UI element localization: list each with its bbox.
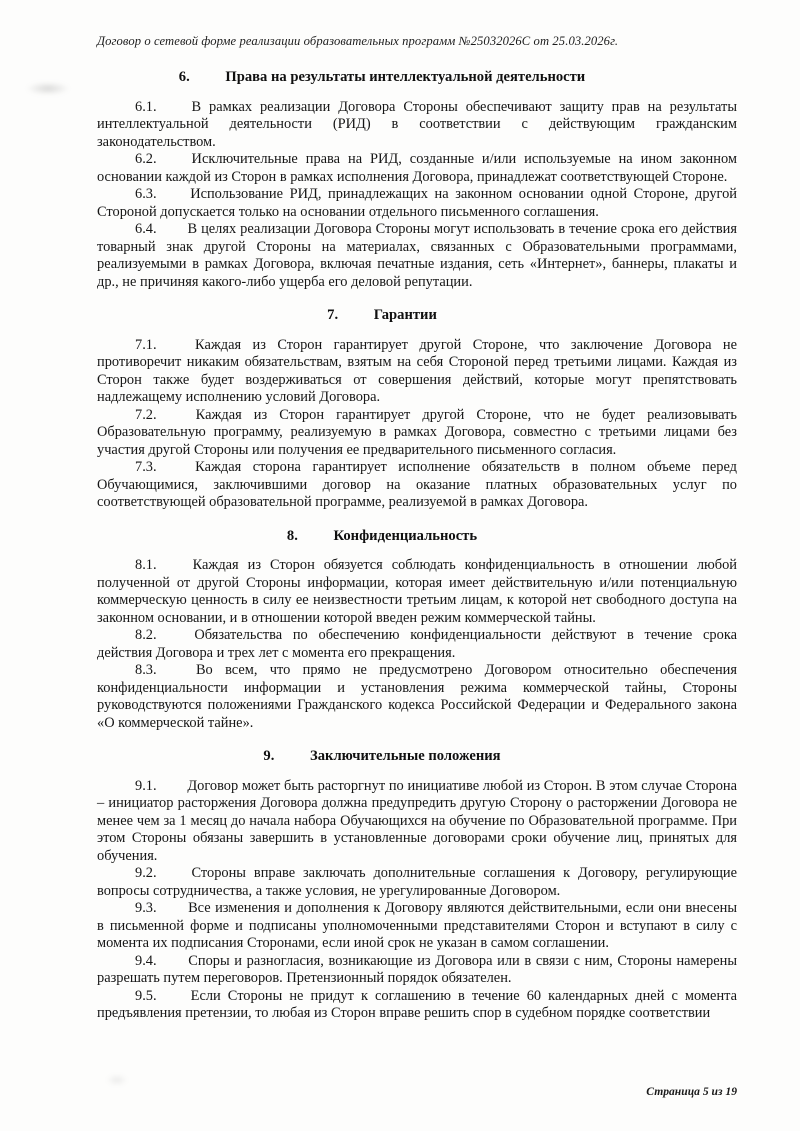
scan-smudge: [106, 1074, 128, 1086]
clause: [97, 221, 737, 291]
clause: [97, 459, 737, 512]
clause-number: 9.2.: [135, 865, 157, 881]
clause-number: 9.3.: [135, 900, 157, 916]
clause-text: Каждая из Сторон обязуется соблюдать конфиденциальность в отношении любой полученной от другой Стороны информации, которая имеет действительную и/или потенциальную коммерческую ценность в силу ее неизвестности третьим лицам, к которой нет свободного доступа на законном основании, и в отношении которой введен режим коммерческой тайны.: [97, 557, 737, 626]
clause: [97, 900, 737, 953]
clause-text: Стороны вправе заключать дополнительные соглашения к Договору, регулирующие вопросы сотрудничества, а также условия, не урегулированные Договором.: [97, 865, 737, 899]
clause-text: Во всем, что прямо не предусмотрено Договором относительно обеспечения конфиденциальности информации и установления режима коммерческой тайны, Стороны руководствуются положениями Гражданского кодекса Российской Федерации и Федерального закона «О коммерческой тайне».: [97, 662, 737, 731]
section-heading: [97, 307, 737, 325]
section-confidentiality: [97, 528, 737, 733]
clause: [97, 988, 737, 1023]
clause-text: Каждая из Сторон гарантирует другой Стороне, что не будет реализовывать Образовательную программу, реализуемую в рамках Договора, совместно с третьими лицами без участия другой Стороны или получения ее предварительного письменного согласия.: [97, 406, 737, 458]
clause-text: В рамках реализации Договора Стороны обеспечивают защиту прав на результаты интеллектуальной деятельности (РИД) в соответствии с действующим гражданским законодательством.: [97, 98, 737, 150]
clause-number: 9.5.: [135, 987, 157, 1004]
clause-text: Каждая из Сторон гарантирует другой Стороне, что заключение Договора не противоречит никаким обязательствам, взятым на себя Стороной перед третьими лицами. Каждая из Сторон также будет воздерживаться от совершения действий, которые могут препятствовать надлежащему исполнению условий Договора.: [97, 336, 737, 405]
clause-number: 6.1.: [135, 98, 157, 115]
clause-number: 6.3.: [135, 186, 157, 202]
clause: [97, 151, 737, 186]
clause-text: Все изменения и дополнения к Договору являются действительными, если они внесены в письменной форме и подписаны уполномоченными представителями Сторон и вступают в силу с момента их подписания Сторонами, если иной срок не указан в самом соглашении.: [97, 900, 738, 951]
clause-number: 6.2.: [135, 151, 157, 167]
clause-text: Если Стороны не придут к соглашению в течение 60 календарных дней с момента предъявления претензии, то любая из Сторон вправе решить спор в судебном порядке соответствии: [97, 987, 737, 1021]
clause-text: Каждая сторона гарантирует исполнение обязательств в полном объеме перед Обучающимися, заключившими договор на оказание платных образовательных услуг по соответствующей образовательной программе, реализуемой в рамках Договора.: [97, 459, 737, 510]
clause-text: Споры и разногласия, возникающие из Договора или в связи с ним, Стороны намерены разрешать путем переговоров. Претензионный порядок обязателен.: [97, 952, 737, 986]
clause-text: Использование РИД, принадлежащих на законном основании одной Стороне, другой Стороной допускается только на основании отдельного письменного соглашения.: [97, 186, 737, 220]
scan-smudge: [26, 82, 70, 95]
clause-number: 9.4.: [135, 952, 157, 969]
section-title: Права на результаты интеллектуальной деятельности: [225, 69, 586, 85]
section-heading: [97, 748, 737, 766]
clause: [97, 627, 737, 662]
section-number: 9.: [263, 748, 275, 764]
section-intellectual-property: [97, 69, 737, 291]
clause-text: Исключительные права на РИД, созданные и/или используемые на ином законном основании каждой из Сторон в рамках исполнения Договора, принадлежат соответствующей Стороне.: [97, 151, 737, 185]
clause: [97, 662, 737, 732]
clause: [97, 186, 737, 221]
clause: [97, 407, 737, 460]
clause-number: 9.1.: [135, 777, 157, 794]
clause-text: Договор может быть расторгнут по инициативе любой из Сторон. В этом случае Сторона – инициатор расторжения Договора должна предупредить другую Сторону о расторжении Договора не менее чем за 1 месяц до начала набора Обучающихся на обучение по Образовательной программе. При этом Стороны обязаны завершить в установленные договорами сроки обучение лиц, принятых для обучения.: [97, 777, 737, 864]
section-guarantees: [97, 307, 737, 512]
section-heading: [97, 69, 737, 87]
clause-text: Обязательства по обеспечению конфиденциальности действуют в течение срока действия Договора и трех лет с момента его прекращения.: [97, 627, 737, 661]
clause-number: 8.1.: [135, 557, 157, 573]
section-title: Гарантии: [373, 307, 437, 323]
section-number: 7.: [327, 307, 339, 323]
clause-number: 7.2.: [135, 406, 157, 423]
clause: [97, 865, 737, 900]
page-number: Страница 5 из 19: [646, 1085, 737, 1098]
clause-number: 8.2.: [135, 627, 157, 643]
clause-number: 6.4.: [135, 221, 157, 237]
document-header: Договор о сетевой форме реализации образовательных программ №25032026С от 25.03.2026г.: [97, 34, 619, 48]
clause: [97, 778, 737, 866]
section-number: 8.: [286, 527, 298, 544]
section-number: 6.: [178, 69, 190, 85]
section-title: Конфиденциальность: [333, 527, 478, 544]
clause: [97, 337, 737, 407]
clause-number: 7.1.: [135, 336, 157, 353]
clause: [97, 557, 737, 627]
clause: [97, 953, 737, 988]
section-heading: [97, 528, 737, 546]
clause-number: 7.3.: [135, 459, 157, 475]
clause: [97, 99, 737, 152]
section-final-provisions: [97, 748, 737, 1023]
section-title: Заключительные положения: [310, 748, 501, 764]
clause-text: В целях реализации Договора Стороны могут использовать в течение срока его действия товарный знак другой Стороны на материалах, связанных с Образовательными программами, реализуемыми в рамках Договора, включая печатные издания, сеть «Интернет», баннеры, плакаты и др., не причиняя какого-либо ущерба его деловой репутации.: [97, 221, 737, 290]
clause-number: 8.3.: [135, 662, 157, 678]
